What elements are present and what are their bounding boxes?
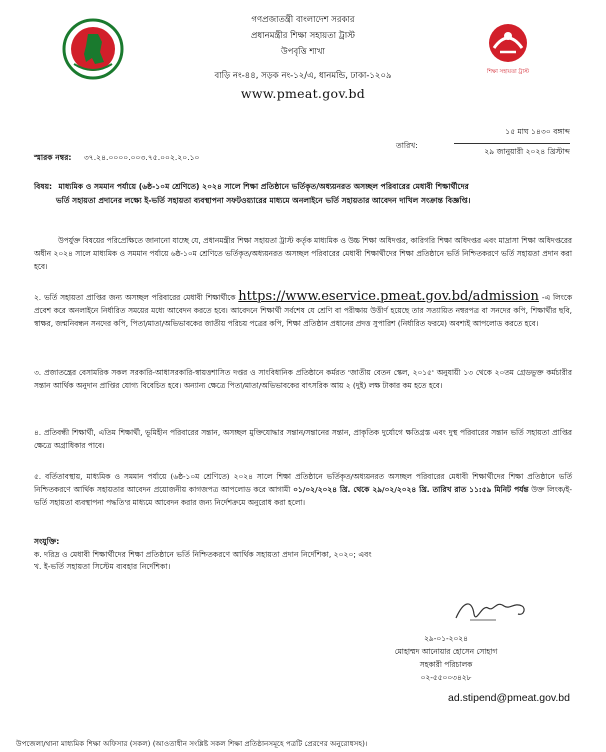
attachments-label: সংযুক্তি: <box>34 537 60 546</box>
intro-paragraph: উপর্যুক্ত বিষয়ের পরিপ্রেক্ষিতে জানানো যাচ্ছে যে, প্রধানমন্ত্রীর শিক্ষা সহায়তা ট্রাস্ট কর্তৃক মাধ্যমিক ও উচ্চ শিক্ষা অধিদপ্তর, কারিগরি শিক্ষা অধিদপ্তর এবং মাদ্রাসা শিক্ষা অধিদপ্তরের অধীন ২০২৪ সালে মাধ্যমিক ও সমমান পর্যায়ে ৬ষ্ঠ-১০ম শ্রেণিতে ভর্তিকৃত/অধ্যয়নরত অসচ্ছল পরিবারের মেধাবী শিক্ষার্থীদের শিক্ষা প্রতিষ্ঠানে ভর্তি নিশ্চিতকরণে ভর্তি সহায়তা প্রদান করা হবে। <box>34 236 572 272</box>
admission-url-link[interactable]: https://www.eservice.pmeat.gov.bd/admission <box>238 289 539 304</box>
paragraph-3: ৩. প্রজাতন্ত্রের বেসামরিক সকল সরকারি-আধাসরকারি-স্বায়ত্তশাসিত দপ্তর ও সাংবিধানিক প্রতিষ্ঠানে কর্মরত 'জাতীয় বেতন স্কেল, ২০১৫' অনুযায়ী ১৩ থেকে ২০তম গ্রেডভুক্ত কর্মচারীর সন্তান আর্থিক অনুদান প্রাপ্তির যোগ্য বিবেচিত হবে। অন্যান্য ক্ষেত্রে পিতা/মাতা/অভিভাবকের বাৎসরিক আয় ২ (দুই) লক্ষ টাকার কম হতে হবে। <box>34 368 572 391</box>
pmeat-logo <box>480 22 536 78</box>
attachment-item-2: খ. ই-ভর্তি সহায়তা সিস্টেম ব্যবহার নির্দেশিকা। <box>34 562 171 571</box>
signatory-email[interactable]: ad.stipend@pmeat.gov.bd <box>448 692 570 704</box>
paragraph-4: ৪. প্রতিবন্ধী শিক্ষার্থী, এতিম শিক্ষার্থী, ভূমিহীন পরিবারের সন্তান, অসচ্ছল মুক্তিযোদ্ধার সন্তান/সন্তানের সন্তান, প্রাকৃতিক দুর্যোগে ক্ষতিগ্রস্ত এবং দুস্থ পরিবারের সন্তান ভর্তি সহায়তা প্রাপ্তির ক্ষেত্রে অগ্রাধিকার পাবে। <box>34 428 572 451</box>
pmeat-logo-caption: শিক্ষা সহায়তা ট্রাস্ট <box>487 69 529 75</box>
subject-block <box>34 180 574 208</box>
subject-line-1: মাধ্যমিক ও সমমান পর্যায়ে (৬ষ্ঠ-১০ম শ্রেণিতে) ২০২৪ সালে শিক্ষা প্রতিষ্ঠানে ভর্তিকৃত/অধ্যয়নরত অসচ্ছল পরিবারের মেধাবী শিক্ষার্থীদের <box>58 182 469 191</box>
paragraph-2-start: ২. ভর্তি সহায়তা প্রাপ্তির জন্য অসচ্ছল পরিবারের মেধাবী শিক্ষার্থীকে <box>34 293 239 302</box>
attachments-block <box>34 536 574 574</box>
paragraph-5-start: ৫. বর্তিতাবস্থায়, মাধ্যমিক ও সমমান পর্যায়ে (৬ষ্ঠ-১০ম শ্রেণিতে) ২০২৪ সালে শিক্ষা প্রতিষ্ঠানে ভর্তিকৃত/অধ্যয়নরত অসচ্ছল পরিবারের মেধাবী শিক্ষার্থীদের শিক্ষা প্রতিষ্ঠানে ভর্তি নিশ্চিতকরণে আর্থিক সহায়তার আবেদন প্রয়োজনীয় কাগজপত্র আপলোড করে আগামী <box>34 472 572 495</box>
bangla-date: ১৫ মাঘ ১৪৩০ বঙ্গাব্দ <box>505 127 570 136</box>
header-block <box>150 12 456 102</box>
subject-label: বিষয়: <box>34 182 53 191</box>
recipient-line: উপজেলা/থানা মাধ্যমিক শিক্ষা অফিসার (সকল) (আওতাধীন সংশ্লিষ্ট সকল শিক্ষা প্রতিষ্ঠানসমূহে পত্রটি প্রেরণের অনুরোধসহ)। <box>16 739 368 748</box>
memo-number: ৩৭.২৪.০০০০.০০৩.৭৫.০০২.২০.১০ <box>83 153 200 162</box>
signatory-phone: ০২-৫৫০০৩৪২৮ <box>420 673 472 682</box>
header-branch-name: উপবৃত্তি শাখা <box>281 47 325 57</box>
signature-block <box>346 632 546 684</box>
application-deadline: ০১/০২/২০২৪ খ্রি. থেকে ২৯/০২/২০২৪ খ্রি. তারিখ রাত ১১:৫৯ মিনিট পর্যন্ত <box>293 485 529 495</box>
signatory-designation: সহকারী পরিচালক <box>419 660 473 669</box>
attachment-item-1: ক. দরিদ্র ও মেধাবী শিক্ষার্থীদের শিক্ষা প্রতিষ্ঠানে ভর্তি নিশ্চিতকরণে আর্থিক সহায়তা প্রদান নির্দেশিকা, ২০২০; এবং <box>34 549 372 559</box>
header-trust-name: প্রধানমন্ত্রীর শিক্ষা সহায়তা ট্রাস্ট <box>251 31 355 41</box>
memo-number-row <box>34 152 200 165</box>
government-seal-logo <box>62 18 124 80</box>
paragraph-2-end: -এ লিংকে প্রবেশ করে অনলাইনে নির্ধারিত সময়ের মধ্যে আবেদন করতে হবে। আবেদনে শিক্ষার্থী সর্বশেষ যে শ্রেণি বা পরীক্ষায় উত্তীর্ণ হয়েছে তার সত্যায়িত নম্বরপত্র বা সনদের কপি, শিক্ষার্থীর ছবি, স্বাক্ষর, জন্মনিবন্ধন সনদের কপি, পিতা/মাতা/অভিভাবকের জাতীয় পরিচয় পত্রের কপি, শিক্ষা প্রতিষ্ঠান প্রধানের প্রদত্ত সুপারিশ (নির্ধারিত ফরমে) অবশ্যই আপলোড করতে হবে। <box>34 293 573 329</box>
signature-date: ২৯-০১-২০২৪ <box>424 634 468 643</box>
signatory-name: মোহাম্মদ আনোয়ার হোসেন সোহাগ <box>394 647 498 656</box>
subject-line-2: ভর্তি সহায়তা প্রদানের লক্ষ্যে ই-ভর্তি সহায়তা ব্যবস্থাপনা সফটওয়্যারের মাধ্যমে অনলাইনে ভর্তি সহায়তার আবেদন দাখিল সংক্রান্ত বিজ্ঞপ্তি। <box>56 196 471 205</box>
paragraph-2 <box>34 290 572 331</box>
date-divider <box>454 143 570 144</box>
memo-label: স্মারক নম্বর: <box>34 153 72 162</box>
header-address: বাড়ি নং-৪৪, সড়ক নং-১২/এ, ধানমন্ডি, ঢাকা-১২০৯ <box>214 71 392 81</box>
header-website[interactable]: www.pmeat.gov.bd <box>240 86 366 101</box>
paragraph-5 <box>34 470 572 510</box>
date-label: তারিখ: <box>396 141 418 150</box>
handwritten-signature <box>452 592 532 628</box>
paragraph-5-end: উক্ত লিংক/ই-ভর্তি সহায়তা ব্যবস্থাপনা পদ্ধতি'র মাধ্যমে আবেদন করার জন্য নির্দেশক্রমে অনুরোধ করা হলো। <box>34 485 572 508</box>
header-government-line: গণপ্রজাতন্ত্রী বাংলাদেশ সরকার <box>251 15 355 25</box>
english-date: ২৯ জানুয়ারী ২০২৪ খ্রিস্টাব্দ <box>484 147 570 156</box>
